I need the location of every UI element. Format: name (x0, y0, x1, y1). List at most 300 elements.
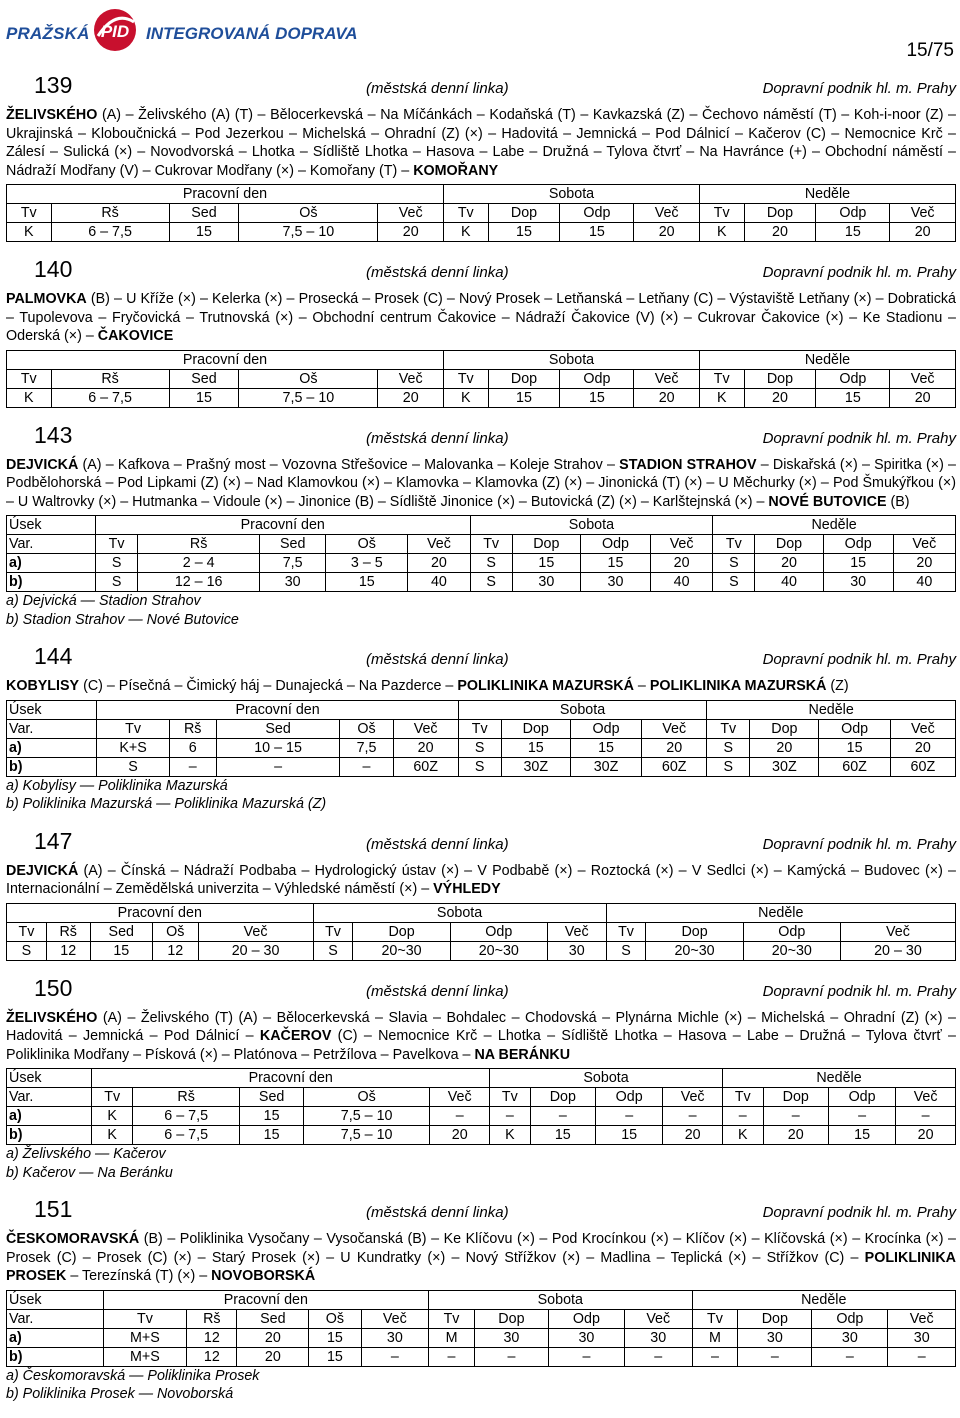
period-header: Več (361, 1309, 429, 1328)
table-row (7, 554, 956, 573)
interval-cell: 12 (46, 941, 90, 960)
route-text: (B) – Poliklinika Vysočany – Vysočanská (B) – Ke Klíčovu (×) – Pod Krocínkou (×) – Klíčov (×) – Klíčovská (×) – Krocínka (×) – Prosek (C) – Prosek (C) (×) – Starý Prosek (×) – U Kundratky (×) – Nový Střížkov (×) – Madlina – Teplická (×) – Střížkov (C) – (6, 1231, 956, 1266)
line-section (6, 1196, 956, 1404)
interval-cell: S (96, 554, 138, 573)
variant-id: b) (7, 573, 96, 592)
interval-cell: 30Z (570, 757, 641, 776)
day-type-header: Sobota (458, 700, 707, 719)
interval-cell: 12 (153, 941, 199, 960)
day-type-header: Neděle (699, 185, 955, 204)
period-header: Tv (7, 922, 47, 941)
interval-cell: – (216, 757, 340, 776)
interval-cell: 60Z (819, 757, 890, 776)
terminal-stop: KAČEROV (259, 1028, 332, 1044)
line-operator: Dopravní podnik hl. m. Prahy (762, 80, 956, 97)
interval-cell: – (888, 1347, 956, 1366)
period-header: Dop (744, 369, 816, 388)
timetable-content (6, 72, 956, 1418)
line-type: (městská denní linka) (366, 982, 509, 1000)
period-header: Tv (96, 535, 138, 554)
interval-cell: 20 – 30 (198, 941, 313, 960)
line-number: 144 (34, 643, 73, 669)
period-header: Tv (7, 369, 52, 388)
interval-cell: 20 (744, 388, 816, 407)
interval-cell: K (490, 1126, 531, 1145)
interval-cell: 20 (651, 554, 713, 573)
interval-cell: 40 (755, 573, 823, 592)
interval-cell: 20 (634, 223, 700, 242)
interval-cell: S (313, 941, 353, 960)
interval-table (6, 184, 956, 242)
period-header: Odp (450, 922, 547, 941)
interval-cell: S (470, 554, 512, 573)
day-type-header: Sobota (429, 1290, 692, 1309)
variant-id: b) (7, 1126, 92, 1145)
period-header: Več (651, 535, 713, 554)
period-header: Odp (570, 719, 641, 738)
interval-table (6, 1068, 956, 1145)
day-type-header: Pracovní den (96, 516, 471, 535)
interval-cell: 15 (169, 388, 239, 407)
interval-cell: K (723, 1126, 764, 1145)
period-header: Tv (490, 1088, 531, 1107)
route-description (6, 456, 956, 512)
line-number: 143 (34, 421, 73, 448)
interval-table (6, 700, 956, 777)
variant-note: a) Českomoravská — Poliklinika Prosek (6, 1367, 260, 1384)
line-header (6, 72, 956, 106)
period-header: Odp (816, 204, 890, 223)
interval-cell: K (444, 223, 489, 242)
period-header: Več (634, 369, 700, 388)
table-period-header (7, 535, 956, 554)
day-type-header: Sobota (313, 903, 606, 922)
interval-cell: S (713, 573, 755, 592)
interval-cell: – (530, 1107, 595, 1126)
interval-cell: 15 (828, 1126, 895, 1145)
route-text: – Terezínská (T) (×) – (66, 1268, 212, 1284)
period-header: Dop (512, 535, 580, 554)
day-type-header: Pracovní den (7, 903, 314, 922)
table-row (7, 223, 956, 242)
period-header: Več (888, 1309, 956, 1328)
line-header (6, 1196, 956, 1230)
period-header: Rš (169, 719, 216, 738)
interval-cell: – (169, 757, 216, 776)
table-period-header (7, 719, 956, 738)
day-type-header: Neděle (723, 1069, 956, 1088)
interval-cell: – (692, 1347, 738, 1366)
table-row (7, 573, 956, 592)
interval-cell: 15 (488, 388, 560, 407)
interval-cell: 15 (560, 388, 634, 407)
period-header: Odp (580, 535, 650, 554)
interval-cell: 20 (890, 223, 956, 242)
table-row (7, 738, 956, 757)
interval-cell: 30 (474, 1328, 548, 1347)
period-header: Tv (723, 1088, 764, 1107)
day-type-header: Sobota (444, 350, 700, 369)
terminal-stop: KOMOŘANY (413, 162, 499, 179)
interval-cell: 20 – 30 (840, 941, 955, 960)
day-type-header: Pracovní den (92, 1069, 490, 1088)
line-type: (městská denní linka) (366, 429, 509, 447)
interval-cell: 2 – 4 (138, 554, 260, 573)
route-text: – (633, 678, 650, 694)
interval-cell: K+S (97, 738, 169, 757)
day-type-header: Pracovní den (7, 350, 444, 369)
interval-cell: 20 (378, 388, 444, 407)
line-operator: Dopravní podnik hl. m. Prahy (762, 835, 956, 853)
interval-table (6, 1290, 956, 1367)
period-header: Odp (819, 719, 890, 738)
interval-cell: 15 (240, 1107, 304, 1126)
pid-logo (6, 6, 366, 54)
interval-cell: S (707, 757, 750, 776)
period-header: Dop (530, 1088, 595, 1107)
period-header: Rš (138, 535, 260, 554)
period-header: Tv (470, 535, 512, 554)
period-header: Odp (560, 204, 634, 223)
period-header: Več (198, 922, 313, 941)
interval-cell: – (723, 1107, 764, 1126)
interval-cell: 15 (530, 1126, 595, 1145)
interval-table (6, 903, 956, 961)
interval-cell: K (699, 223, 744, 242)
table-row (7, 757, 956, 776)
interval-cell: 6 – 7,5 (132, 1126, 239, 1145)
period-header: Tv (713, 535, 755, 554)
terminal-stop: POLIKLINIKA MAZURSKÁ (649, 678, 827, 694)
interval-cell: – (361, 1347, 429, 1366)
interval-cell: 7,5 (340, 738, 393, 757)
table-row (7, 1107, 956, 1126)
interval-cell: 15 (512, 554, 580, 573)
day-type-header: Neděle (699, 350, 955, 369)
interval-cell: 7,5 – 10 (303, 1107, 430, 1126)
interval-cell: 20 (378, 223, 444, 242)
interval-cell: 20 (237, 1328, 309, 1347)
interval-cell: K (444, 388, 489, 407)
day-type-header: Sobota (490, 1069, 723, 1088)
period-header: Odp (560, 369, 634, 388)
period-header: Sed (260, 535, 326, 554)
interval-cell: 15 (816, 388, 890, 407)
period-header: Rš (46, 922, 90, 941)
variant-note: a) Kobylisy — Poliklinika Mazurská (6, 777, 228, 794)
line-number: 150 (34, 974, 73, 1001)
period-header: Odp (596, 1088, 663, 1107)
interval-cell: – (474, 1347, 548, 1366)
interval-table (6, 515, 956, 592)
logo-text-left: PRAŽSKÁ (6, 24, 90, 43)
line-operator: Dopravní podnik hl. m. Prahy (762, 651, 956, 668)
table-day-header (7, 1069, 956, 1088)
page-number: 15/75 (906, 40, 954, 61)
table-day-header (7, 185, 956, 204)
interval-cell: 40 (893, 573, 955, 592)
period-header: Rš (51, 204, 169, 223)
line-operator: Dopravní podnik hl. m. Prahy (762, 982, 956, 1000)
route-text: (Z) (826, 678, 849, 694)
table-day-header (7, 516, 956, 535)
variant-note: b) Poliklinika Prosek — Novoborská (6, 1386, 234, 1402)
interval-cell: 6 – 7,5 (51, 223, 169, 242)
interval-cell: 40 (408, 573, 470, 592)
line-type: (městská denní linka) (366, 651, 509, 668)
interval-cell: – (828, 1107, 895, 1126)
period-header: Oš (239, 369, 378, 388)
interval-cell: 15 (816, 223, 890, 242)
day-type-header: Pracovní den (97, 700, 458, 719)
interval-cell: 15 (488, 223, 560, 242)
period-header: Sed (169, 369, 239, 388)
period-header: Tv (313, 922, 353, 941)
period-header: Rš (187, 1309, 237, 1328)
interval-cell: 30 (823, 573, 893, 592)
period-header: Odp (823, 535, 893, 554)
period-header: Tv (458, 719, 501, 738)
period-header: Dop (488, 204, 560, 223)
interval-cell: – (490, 1107, 531, 1126)
variant-id: a) (7, 1107, 92, 1126)
interval-cell: M+S (103, 1328, 187, 1347)
period-header: Tv (692, 1309, 738, 1328)
logo-text-right: INTEGROVANÁ DOPRAVA (146, 24, 358, 43)
interval-cell: 7,5 – 10 (239, 388, 378, 407)
interval-cell: 15 (501, 738, 570, 757)
variant-label: Var. (7, 719, 97, 738)
period-header: Več (378, 204, 444, 223)
interval-cell: 15 (169, 223, 239, 242)
period-header: Sed (237, 1309, 309, 1328)
period-header: Več (430, 1088, 490, 1107)
interval-cell: 30 (361, 1328, 429, 1347)
day-type-header: Neděle (692, 1290, 956, 1309)
table-row (7, 941, 956, 960)
variant-note: b) Poliklinika Mazurská — Poliklinika Mazurská (Z) (6, 796, 327, 812)
interval-cell: 30Z (750, 757, 819, 776)
interval-cell: S (458, 738, 501, 757)
interval-cell: K (7, 388, 52, 407)
table-period-header (7, 1088, 956, 1107)
interval-cell: S (707, 738, 750, 757)
interval-cell: S (7, 941, 47, 960)
interval-cell: 20 (642, 738, 707, 757)
interval-cell: 15 (596, 1126, 663, 1145)
interval-cell: – (763, 1107, 828, 1126)
interval-cell: 15 (90, 941, 152, 960)
period-header: Več (547, 922, 606, 941)
interval-cell: – (548, 1347, 624, 1366)
interval-cell: S (458, 757, 501, 776)
table-row (7, 1328, 956, 1347)
interval-cell: 30 (888, 1328, 956, 1347)
interval-cell: 30 (512, 573, 580, 592)
period-header: Več (840, 922, 955, 941)
line-type: (městská denní linka) (366, 264, 509, 281)
route-text: (A) – Želivského (T) (A) – Bělocerkevská – Slavia – Bohdalec – Chodovská – Plynárna Michle (×) – Michelská – Ohradní (Z) (×) – Hadovitá – Jemnická – Pod Dálnicí – (6, 1009, 956, 1044)
interval-cell: – (812, 1347, 888, 1366)
variant-id: a) (7, 1328, 104, 1347)
period-header: Več (890, 369, 956, 388)
interval-cell: S (96, 573, 138, 592)
interval-cell: – (429, 1347, 475, 1366)
period-header: Tv (103, 1309, 187, 1328)
table-day-header (7, 700, 956, 719)
line-number: 147 (34, 827, 73, 854)
terminal-stop: ŽELIVSKÉHO (6, 107, 98, 123)
interval-cell: 10 – 15 (216, 738, 340, 757)
terminal-stop: PALMOVKA (6, 291, 87, 307)
line-header (6, 422, 956, 456)
interval-cell: 30 (260, 573, 326, 592)
table-day-header (7, 1290, 956, 1309)
period-header: Dop (646, 922, 743, 941)
period-header: Več (890, 719, 955, 738)
period-header: Oš (326, 535, 408, 554)
interval-cell: K (92, 1126, 133, 1145)
interval-cell: – (340, 757, 393, 776)
period-header: Oš (340, 719, 393, 738)
interval-cell: 12 (187, 1347, 237, 1366)
period-header: Dop (763, 1088, 828, 1107)
route-description (6, 677, 956, 696)
interval-cell: 3 – 5 (326, 554, 408, 573)
section-label: Úsek (7, 1290, 104, 1309)
period-header: Dop (755, 535, 823, 554)
interval-cell: 20 (408, 554, 470, 573)
period-header: Dop (488, 369, 560, 388)
line-type: (městská denní linka) (366, 835, 509, 853)
terminal-stop: ČAKOVICE (97, 328, 174, 344)
route-text: (C) – Nemocnice Krč – Lhotka – Sídliště Lhotka – Hasova – Labe – Družná – Tylova čtvrť – Poliklinika Modřany – Písková (×) – Platónova – Petržílova – Pavelkova – (6, 1028, 956, 1063)
line-type: (městská denní linka) (366, 1204, 509, 1221)
line-section (6, 422, 956, 630)
interval-cell: 20 (237, 1347, 309, 1366)
period-header: Več (896, 1088, 956, 1107)
route-description (6, 290, 956, 346)
period-header: Dop (353, 922, 450, 941)
day-type-header: Neděle (713, 516, 956, 535)
table-day-header (7, 350, 956, 369)
period-header: Sed (216, 719, 340, 738)
interval-cell: 7,5 (260, 554, 326, 573)
route-text: (B) – U Kříže (×) – Kelerka (×) – Prosecká – Prosek (C) – Nový Prosek – Letňanská – Letňany (C) – Výstaviště Letňany (×) – Dobratická – Tupolevova – Fryčovická – Trutnovská (×) – Obchodní centrum Čakovice – Nádraží Čakovice (V) (×) – Cukrovar Čakovice (×) – Ke Stadionu – Oderská (×) – (6, 291, 956, 344)
line-number: 151 (34, 1196, 73, 1222)
line-type: (městská denní linka) (366, 80, 509, 97)
interval-cell: 20 (663, 1126, 723, 1145)
interval-cell: 40 (651, 573, 713, 592)
interval-cell: 20 (393, 738, 458, 757)
period-header: Rš (51, 369, 169, 388)
line-section (6, 643, 956, 814)
route-text: (A) – Čínská – Nádraží Podbaba – Hydrologický ústav (×) – V Podbabě (×) – Roztocká (×) – V Sedlci (×) – Kamýcká – Budovec (×) – Internacionální – Zemědělská univerzita – Výhledské náměstí (×) – (6, 862, 956, 897)
interval-cell: 7,5 – 10 (239, 223, 378, 242)
interval-cell: 20 (896, 1126, 956, 1145)
interval-cell: 20~30 (646, 941, 743, 960)
table-row (7, 1347, 956, 1366)
period-header: Oš (309, 1309, 361, 1328)
table-period-header (7, 204, 956, 223)
interval-cell: 20 (750, 738, 819, 757)
interval-cell: 15 (819, 738, 890, 757)
interval-cell: M+S (103, 1347, 187, 1366)
period-header: Tv (92, 1088, 133, 1107)
period-header: Več (893, 535, 955, 554)
section-label: Úsek (7, 516, 96, 535)
interval-cell: S (470, 573, 512, 592)
route-description (6, 862, 956, 899)
terminal-stop: POLIKLINIKA MAZURSKÁ (457, 678, 634, 694)
period-header: Več (890, 204, 956, 223)
period-header: Več (642, 719, 707, 738)
variant-id: a) (7, 554, 96, 573)
route-text: – Diskařská (×) – Spiritka (×) – Podbělohorská – Pod Lipkami (Z) (×) – Nad Klamovkou (×) – Klamovka – Klamovka (Z) (×) – Jinonická (T) (×) – U Měchurky (×) – Pod Šmukýřkou (×) – U Waltrovky (×) – Hutmanka – Vidoule (×) – Jinonice (B) – Sídliště Jinonice (×) – Butovická (Z) (×) – Karlštejnská (×) – (6, 456, 956, 510)
period-header: Tv (444, 204, 489, 223)
period-header: Sed (240, 1088, 304, 1107)
day-type-header: Neděle (707, 700, 956, 719)
interval-cell: – (596, 1107, 663, 1126)
section-label: Úsek (7, 1069, 92, 1088)
table-row (7, 388, 956, 407)
interval-cell: M (692, 1328, 738, 1347)
terminal-stop: VÝHLEDY (433, 881, 501, 897)
variant-id: a) (7, 738, 97, 757)
terminal-stop: POLIKLINIKA PROSEK (6, 1249, 956, 1284)
interval-cell: – (663, 1107, 723, 1126)
period-header: Sed (169, 204, 239, 223)
interval-cell: 20~30 (353, 941, 450, 960)
interval-cell: 60Z (890, 757, 955, 776)
interval-cell: 20~30 (743, 941, 840, 960)
table-period-header (7, 1309, 956, 1328)
period-header: Tv (699, 369, 744, 388)
period-header: Več (408, 535, 470, 554)
line-operator: Dopravní podnik hl. m. Prahy (762, 264, 956, 281)
interval-cell: 12 – 16 (138, 573, 260, 592)
interval-cell: S (97, 757, 169, 776)
period-header: Dop (738, 1309, 812, 1328)
interval-cell: 20 (430, 1126, 490, 1145)
period-header: Tv (606, 922, 646, 941)
interval-cell: 30 (547, 941, 606, 960)
interval-cell: 6 – 7,5 (132, 1107, 239, 1126)
line-section (6, 72, 956, 242)
period-header: Rš (132, 1088, 239, 1107)
period-header: Oš (303, 1088, 430, 1107)
period-header: Sed (90, 922, 152, 941)
route-description (6, 106, 956, 180)
interval-cell: 7,5 – 10 (303, 1126, 430, 1145)
interval-cell: 20 (893, 554, 955, 573)
table-day-header (7, 903, 956, 922)
interval-cell: 12 (187, 1328, 237, 1347)
svg-text:PID: PID (100, 22, 130, 41)
page-header (0, 0, 960, 70)
route-text: (C) – Písečná – Čimický háj – Dunajecká – Na Pazderce – (79, 678, 458, 694)
variant-note: b) Kačerov — Na Beránku (6, 1164, 173, 1181)
interval-cell: 20 (634, 388, 700, 407)
interval-cell: K (7, 223, 52, 242)
route-text: (A) – Kafkova – Prašný most – Vozovna Střešovice – Malovanka – Koleje Strahov – (78, 456, 620, 473)
table-row (7, 1126, 956, 1145)
terminal-stop: DEJVICKÁ (6, 456, 79, 473)
day-type-header: Sobota (470, 516, 713, 535)
table-period-header (7, 369, 956, 388)
line-section (6, 828, 956, 961)
route-text: (A) – Želivského (A) (T) – Bělocerkevská – Na Míčánkách – Kodaňská (T) – Kavkazská (Z) – Čechovo náměstí (T) – Koh-i-noor (Z) – Ukrajinská – Kloboučnická – Pod Jezerkou – Michelská – Ohradní (Z) (×) – Hadovitá – Jemnická – Pod Dálnicí – Kačerov (C) – Nemocnice Krč – Zálesí – Sulická (×) – Novodvorská – Lhotka – Sídliště Lhotka – Hasova – Labe – Družná – Tylova čtvrť – Na Havránce (+) – Obchodní náměstí – Nádraží Modřany (V) – Cukrovar Modřany (×) – Komořany (T) – (6, 107, 956, 179)
